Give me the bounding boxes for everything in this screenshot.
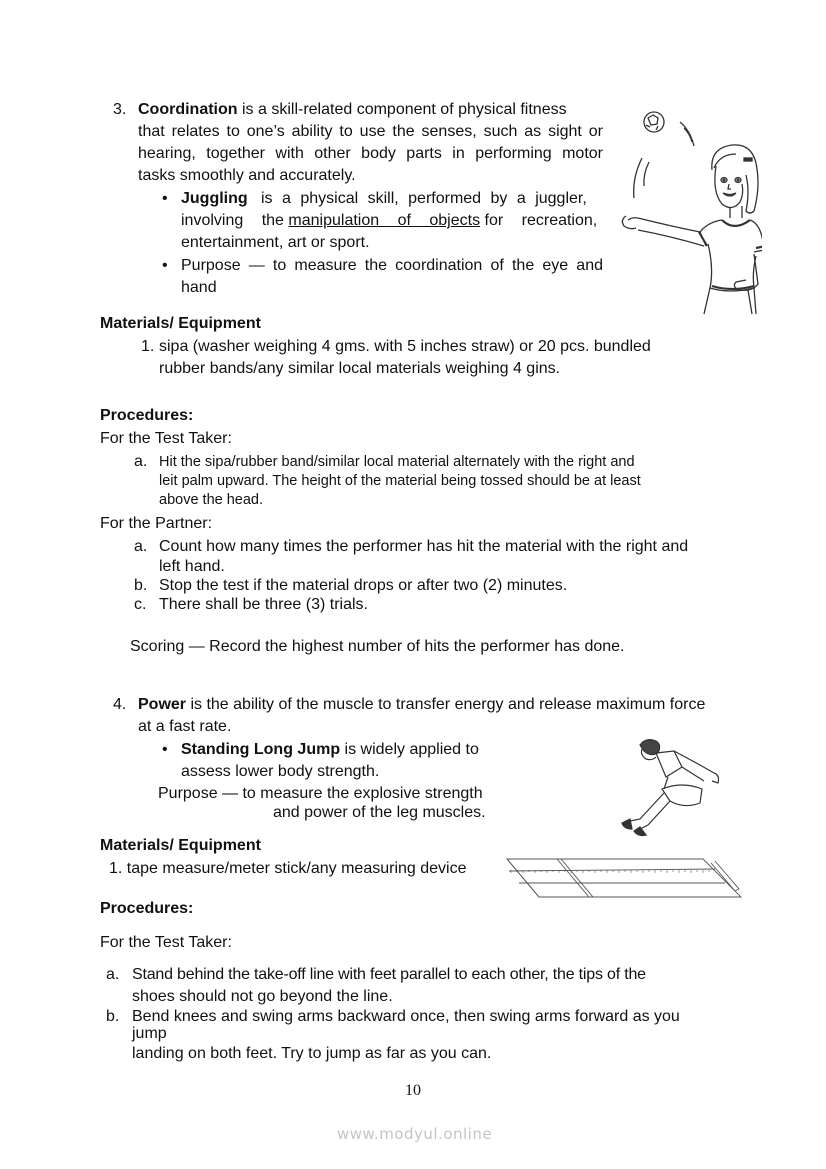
partner-step-c: There shall be three (3) trials.: [159, 596, 368, 613]
standing-long-jump-line-2: assess lower body strength.: [181, 763, 380, 780]
test-taker-label: For the Test Taker:: [100, 934, 232, 951]
partner-label: For the Partner:: [100, 515, 213, 532]
purpose-line-2: and power of the leg muscles.: [273, 804, 486, 821]
purpose-line-1: Purpose — to measure the explosive strength: [158, 785, 483, 802]
term-juggling: Juggling: [181, 190, 248, 207]
coordination-definition-line-4: tasks smoothly and accurately.: [138, 167, 356, 184]
materials-item-line-2: rubber bands/any similar local materials weighing 4 gins.: [159, 360, 561, 377]
step-letter: a.: [106, 966, 120, 983]
definition-text: is the ability of the muscle to transfer energy and release maximum force: [186, 696, 706, 713]
step-letter: a.: [134, 453, 148, 470]
scoring-text: Scoring — Record the highest number of hits the performer has done.: [130, 638, 625, 655]
page-number: 10: [405, 1082, 421, 1099]
step-letter: b.: [134, 577, 148, 594]
item-number: 3.: [113, 101, 127, 118]
test-taker-step-a-line-2: shoes should not go beyond the line.: [132, 988, 393, 1005]
test-taker-label: For the Test Taker:: [100, 430, 232, 447]
coordination-definition-line-3: hearing, together with other body parts in performing motor: [138, 145, 603, 162]
test-taker-step-b-line-2: jump: [132, 1025, 167, 1042]
juggling-bullet-line-2: [181, 210, 603, 232]
test-taker-step-a-line-1: Hit the sipa/rubber band/similar local material alternately with the right and: [159, 454, 635, 470]
test-taker-step-b-line-1: Bend knees and swing arms backward once, then swing arms forward as you: [132, 1008, 680, 1025]
juggling-bullet-line-1: [181, 188, 603, 210]
coordination-definition-line-1: [138, 99, 603, 121]
item-number: 4.: [113, 696, 127, 713]
partner-step-a-line-2: left hand.: [159, 558, 225, 575]
term-standing-long-jump: Standing Long Jump: [181, 741, 341, 758]
text: for recreation,: [484, 212, 598, 229]
purpose-bullet-line-2: hand: [181, 279, 217, 296]
test-taker-step-b-line-3: landing on both feet. Try to jump as far as you can.: [132, 1045, 492, 1062]
test-taker-step-a-line-2: leit palm upward. The height of the material being tossed should be at least: [159, 473, 641, 489]
manipulation-of-objects-link[interactable]: manipulation of objects: [288, 212, 481, 229]
materials-heading: Materials/ Equipment: [100, 837, 261, 854]
long-jumper-illustration: [612, 733, 742, 838]
standing-long-jump-bullet: [181, 739, 479, 761]
materials-item-number: 1.: [141, 338, 155, 355]
measuring-tape-illustration: [505, 855, 745, 905]
text: involving the: [181, 212, 284, 229]
materials-item-line-1: sipa (washer weighing 4 gms. with 5 inches straw) or 20 pcs. bundled: [159, 338, 651, 355]
definition-text: is a skill-related component of physical fitness: [237, 101, 567, 118]
power-definition-line-1: [138, 694, 705, 716]
procedures-heading: Procedures:: [100, 900, 194, 917]
step-letter: b.: [106, 1008, 120, 1025]
step-letter: c.: [134, 596, 147, 613]
test-taker-step-a-line-1: Stand behind the take-off line with feet parallel to each other, the tips of the: [132, 966, 646, 983]
purpose-bullet-line-1: • Purpose — to measure the coordination of the eye and: [181, 255, 603, 277]
watermark: www.modyul.online: [337, 1125, 493, 1143]
procedures-heading: Procedures:: [100, 407, 194, 424]
coordination-definition-line-2: that relates to one’s ability to use the senses, such as sight or: [138, 123, 603, 140]
partner-step-b: Stop the test if the material drops or after two (2) minutes.: [159, 577, 568, 594]
juggling-desc: is a physical skill, performed by a juggler,: [261, 190, 587, 207]
term-power: Power: [138, 696, 187, 713]
materials-item: 1. tape measure/meter stick/any measuring device: [109, 860, 467, 877]
power-definition-line-2: at a fast rate.: [138, 718, 232, 735]
girl-juggling-illustration: [612, 100, 762, 315]
partner-step-a-line-1: Count how many times the performer has hit the material with the right and: [159, 538, 689, 555]
test-taker-step-a-line-3: above the head.: [159, 492, 264, 508]
materials-heading: Materials/ Equipment: [100, 315, 261, 332]
step-letter: a.: [134, 538, 148, 555]
juggling-bullet-line-3: entertainment, art or sport.: [181, 234, 370, 251]
text: is widely applied to: [340, 741, 479, 758]
term-coordination: Coordination: [138, 101, 238, 118]
